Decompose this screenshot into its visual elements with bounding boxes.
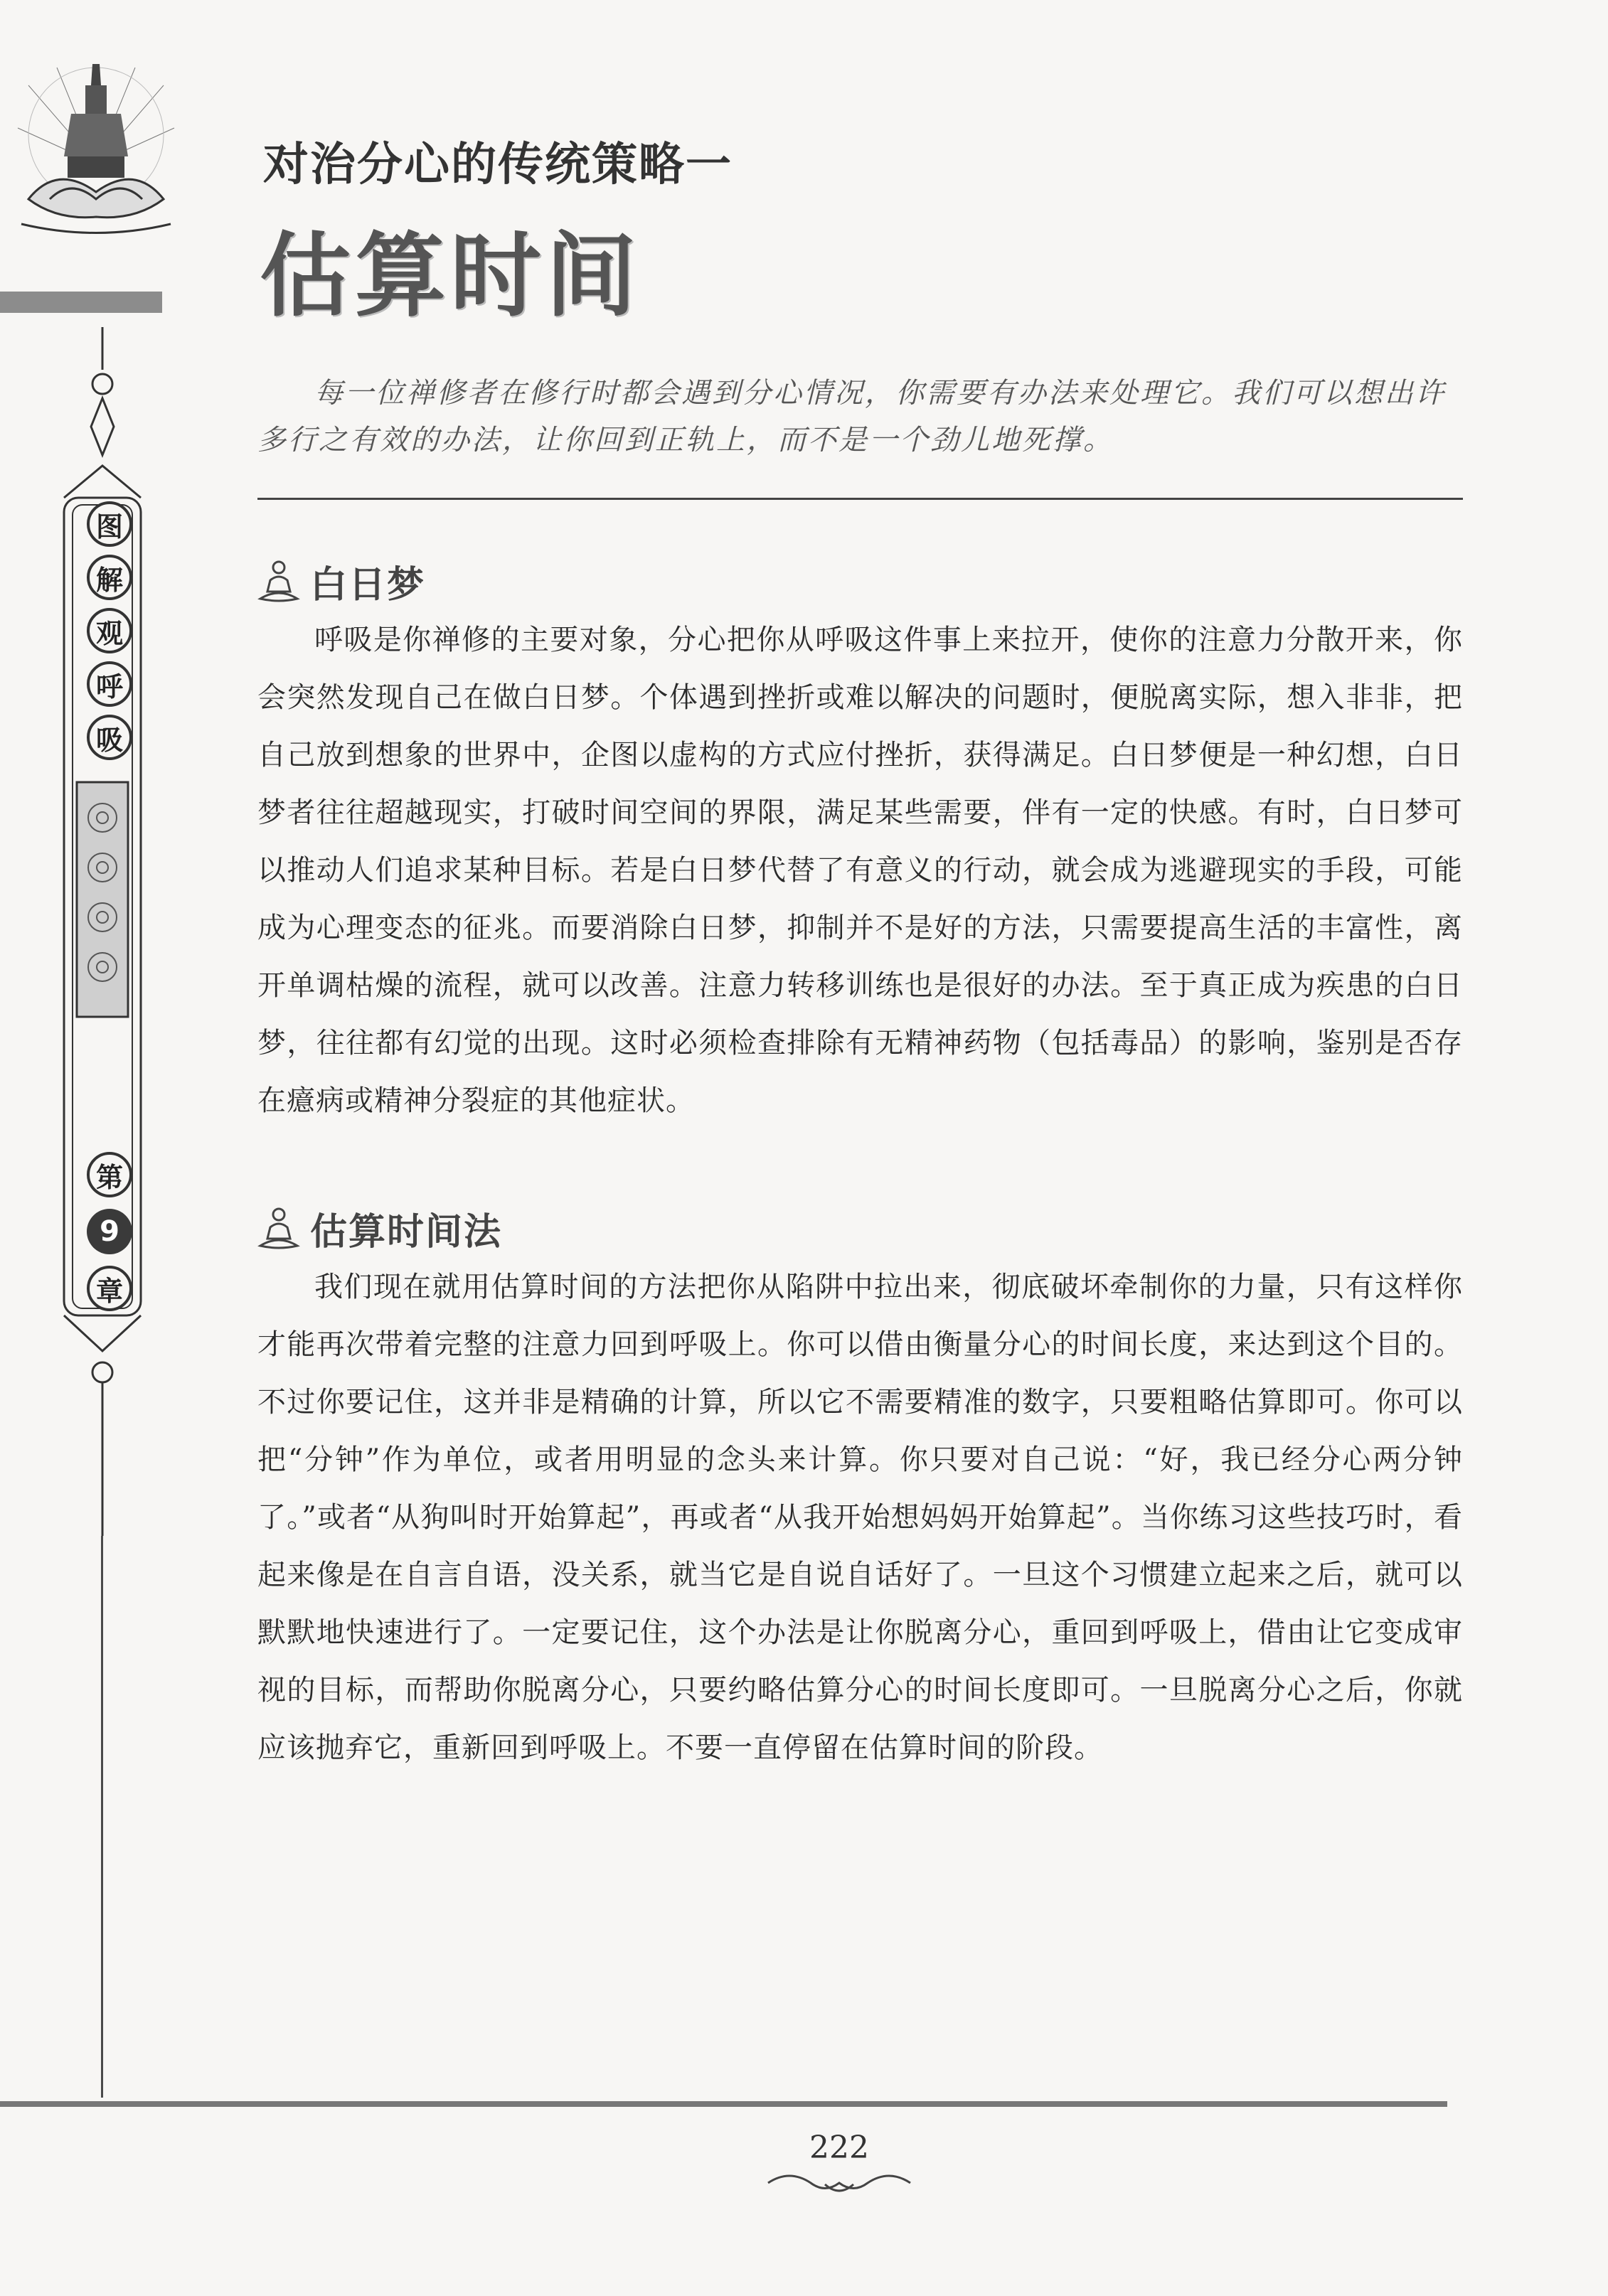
- footer-rule: [0, 2101, 1447, 2107]
- side-tab-char: 呼: [87, 661, 132, 707]
- section-heading: [257, 1202, 502, 1255]
- side-tab-char: 解: [87, 555, 132, 600]
- sidebar-bar: [0, 292, 162, 313]
- side-tab-char: 观: [87, 608, 132, 653]
- page-number: 222: [809, 2130, 869, 2166]
- meditating-figure-icon: [257, 559, 300, 604]
- stupa-lotus-icon: [14, 57, 178, 270]
- section-body: 呼吸是你禅修的主要对象，分心把你从呼吸这件事上来拉开，使你的注意力分散开来，你会突然发现自己在做白日梦。个体遇到挫折或难以解决的问题时，便脱离实际，想入非非，把自己放到想象的世界中，企图以虚构的方式应付挫折，获得满足。白日梦便是一种幻想，白日梦者往往超越现实，打破时间空间的界限，满足某些需要，伴有一定的快感。有时，白日梦可以推动人们追求某种目标。若是白日梦代替了有意义的行动，就会成为逃避现实的手段，可能成为心理变态的征兆。而要消除白日梦，抑制并不是好的方法，只需要提高生活的丰富性，离开单调枯燥的流程，就可以改善。注意力转移训练也是很好的办法。至于真正成为疾患的白日梦，往往都有幻觉的出现。这时必须检查排除有无精神药物（包括毒品）的影响，鉴别是否存在癔病或精神分裂症的其他症状。: [257, 624, 1463, 1117]
- side-tab-char: 图: [87, 501, 132, 547]
- intro-paragraph: 每一位禅修者在修行时都会遇到分心情况，你需要有办法来处理它。我们可以想出许多行之有效的办法，让你回到正轨上，而不是一个劲儿地死撑。: [257, 377, 1446, 456]
- page-subtitle: 对治分心的传统策略一: [263, 139, 733, 191]
- meditating-figure-icon: [257, 1206, 300, 1251]
- chapter-number: 9: [87, 1209, 132, 1254]
- section-heading-text: 白日梦: [310, 563, 426, 607]
- divider: [257, 498, 1463, 500]
- chapter-suffix: 章: [87, 1266, 132, 1311]
- chapter-prefix: 第: [87, 1152, 132, 1197]
- side-tab-char: 吸: [87, 715, 132, 760]
- section-body: 我们现在就用估算时间的方法把你从陷阱中拉出来，彻底破坏牵制你的力量，只有这样你才能再次带着完整的注意力回到呼吸上。你可以借由衡量分心的时间长度，来达到这个目的。不过你要记住，这并非是精确的计算，所以它不需要精准的数字，只要粗略估算即可。你可以把“分钟”作为单位，或者用明显的念头来计算。你只要对自己说：“好，我已经分心两分钟了。”或者“从狗叫时开始算起”，再或者“从我开始想妈妈开始算起”。当你练习这些技巧时，看起来像是在自言自语，没关系，就当它是自说自话好了。一旦这个习惯建立起来之后，就可以默默地快速进行了。一定要记住，这个办法是让你脱离分心，重回到呼吸上，借由让它变成审视的目标，而帮助你脱离分心，只要约略估算分心的时间长度即可。一旦脱离分心之后，你就应该抛弃它，重新回到呼吸上。不要一直停留在估算时间的阶段。: [257, 1271, 1463, 1764]
- sidebar-rule: [101, 1536, 103, 2098]
- page-ornament-icon: [761, 2169, 917, 2197]
- section-heading-text: 估算时间法: [310, 1210, 503, 1254]
- page-title: 估算时间: [260, 223, 641, 329]
- section-heading: [257, 555, 425, 608]
